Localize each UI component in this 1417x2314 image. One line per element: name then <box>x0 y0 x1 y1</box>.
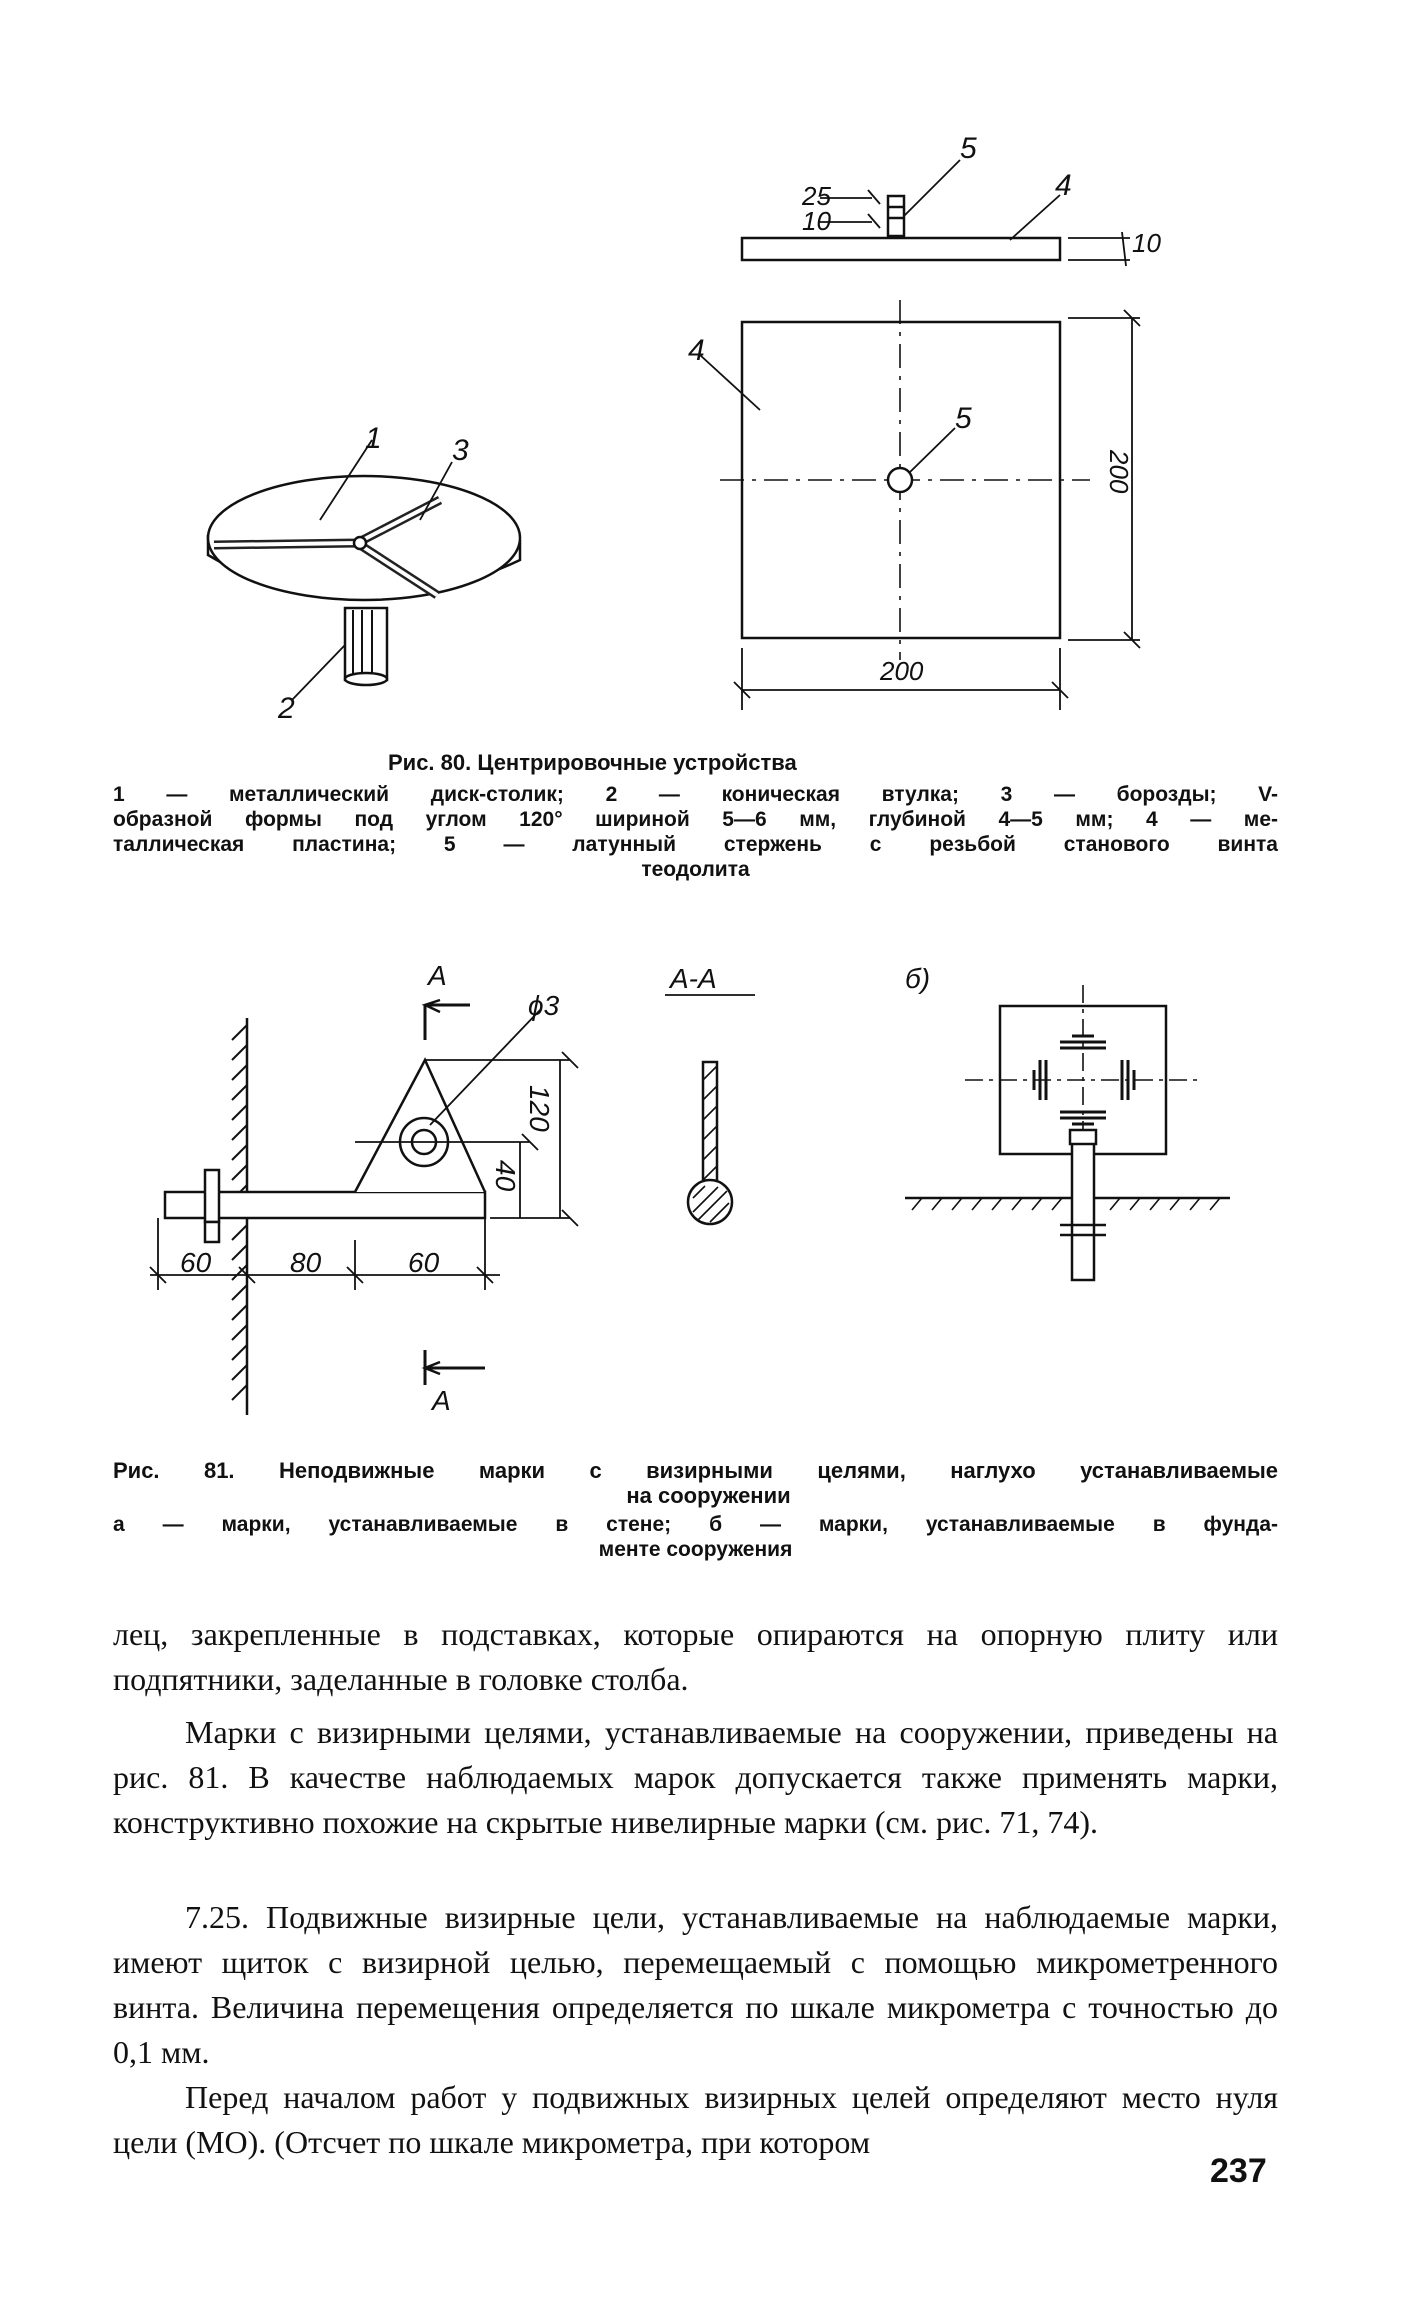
disk-table-drawing <box>208 440 520 700</box>
figure-81-diagram <box>0 940 1417 1460</box>
label-a-bottom: А <box>432 1385 451 1416</box>
dim-120: 120 <box>524 1085 555 1132</box>
figure-80-diagram <box>0 0 1417 760</box>
legend-line: а — марки, устанавливаемые в стене; б — марки, устанавливаемые в фунда- <box>113 1513 1278 1536</box>
legend-line: таллическая пластина; 5 — латунный стержень с резьбой станового винта <box>113 833 1278 856</box>
plate-plan-view <box>700 300 1140 710</box>
dim-10-stem: 10 <box>802 206 831 236</box>
dim-40: 40 <box>490 1160 521 1192</box>
figure-80-legend <box>113 782 1278 882</box>
label-section-a-a: А-А <box>670 963 717 994</box>
figure-81-legend <box>113 1512 1278 1562</box>
label-1: 1 <box>365 422 382 455</box>
label-2: 2 <box>278 692 295 725</box>
legend-line: теодолита <box>641 858 750 881</box>
dim-60-right: 60 <box>408 1247 440 1278</box>
section-a-a-drawing <box>665 995 755 1224</box>
paragraph-2: Марки с визирными целями, устанавливаемые на сооружении, приведены на рис. 81. В качестве наблюдаемых марок допускается также применять марки, конструктивно похожие на скрытые нивелирные марки (см. рис. 71, 74). <box>113 1714 1278 1840</box>
dim-200-vertical: 200 <box>1104 450 1134 494</box>
plate-side-view <box>742 160 1130 266</box>
label-phi3: ϕ3 <box>528 990 560 1021</box>
paragraph-3: 7.25. Подвижные визирные цели, устанавливаемые на наблюдаемые марки, имеют щиток с визирной целью, перемещаемый с помощью микрометренного винта. Величина перемещения определяется по шкале микрометра с точностью до 0,1 мм. <box>113 1899 1278 2070</box>
paragraph-1: лец, закрепленные в подставках, которые опираются на опорную плиту или подпятники, заделанные в головке столба. <box>113 1616 1278 1697</box>
label-5-top: 5 <box>960 132 977 165</box>
figure-80-caption-title: Рис. 80. Центрировочные устройства <box>388 750 797 775</box>
label-3: 3 <box>452 434 469 467</box>
label-a-top: А <box>428 960 447 991</box>
legend-line: менте сооружения <box>598 1538 793 1561</box>
foundation-mark-drawing <box>905 985 1230 1280</box>
label-5-plate: 5 <box>955 402 972 435</box>
dim-80: 80 <box>290 1247 322 1278</box>
fixed-mark-drawing <box>150 1000 578 1385</box>
page-number: 237 <box>1210 2152 1267 2190</box>
dim-10-plate: 10 <box>1132 228 1161 258</box>
legend-line: 1 — металлический диск-столик; 2 — коническая втулка; 3 — борозды; V- <box>113 783 1278 806</box>
figure-81-caption-title-2: на сооружении <box>626 1483 791 1508</box>
dim-60-left: 60 <box>180 1247 212 1278</box>
dim-25: 25 <box>802 181 831 211</box>
label-b: б) <box>905 963 931 994</box>
label-4-plate: 4 <box>688 334 705 367</box>
label-4-top: 4 <box>1055 169 1072 202</box>
dim-200-horizontal: 200 <box>880 656 924 686</box>
legend-line: образной формы под углом 120° шириной 5—6 мм, глубиной 4—5 мм; 4 — ме- <box>113 808 1278 831</box>
paragraph-4: Перед началом работ у подвижных визирных целей определяют место нуля цели (МО). (Отсчет по шкале микрометра, при котором <box>113 2079 1278 2160</box>
figure-81-caption-title: Рис. 81. Неподвижные марки с визирными целями, наглухо устанавливаемые <box>113 1458 1278 1483</box>
